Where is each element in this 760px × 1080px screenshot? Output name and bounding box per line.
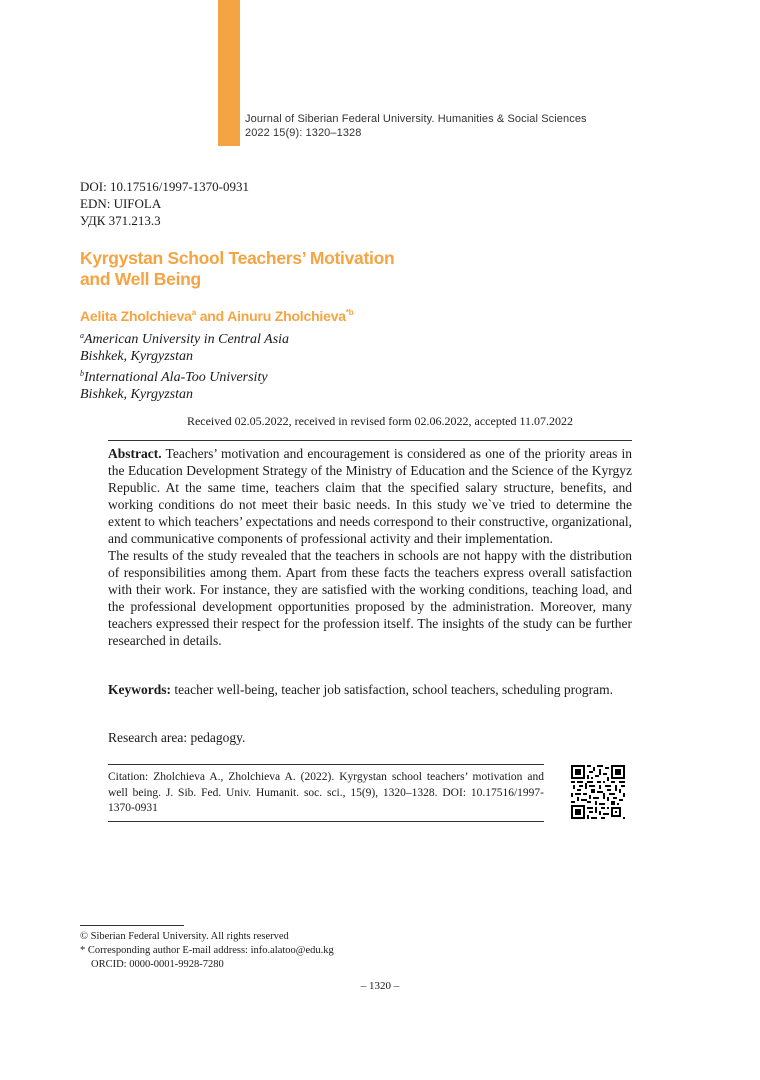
copyright-notice: © Siberian Federal University. All rights reserved [80,931,289,942]
affiliations [80,327,289,403]
affiliation-a-name [80,327,289,348]
journal-accent-bar [218,0,240,146]
citation-top-divider [108,764,544,765]
keywords [108,681,632,698]
doi-line[interactable]: DOI: 10.17516/1997-1370-0931 [80,179,249,194]
page-number: – 1320 – [360,980,400,992]
keywords-label: Keywords: [108,682,171,697]
keywords-text: teacher well-being, teacher job satisfaction, school teachers, scheduling program. [171,682,613,697]
received-dates: Received 02.05.2022, received in revised form 02.06.2022, accepted 11.07.2022 [186,414,574,428]
footnotes [80,930,334,972]
journal-header [245,112,587,140]
journal-volume: 2022 15(9): 1320–1328 [245,127,362,139]
author-2-affiliation-mark: *b [345,308,354,317]
abstract-paragraph-1 [108,445,632,547]
affiliation-b-mark: b [80,369,84,378]
affiliation-b-city: Bishkek, Kyrgyzstan [80,387,194,402]
citation: Citation: Zholchieva A., Zholchieva A. (2022). Kyrgystan school teachers’ motivation and well being. J. Sib. Fed. Univ. Humanit. soc. sci., 15(9), 1320–1328. DOI: 10.17516/1997-1370-0931 [108,771,544,814]
journal-name: Journal of Siberian Federal University. Humanities & Social Sciences [245,113,587,125]
title-line-2: and Well Being [80,269,201,289]
affiliation-a-text: American University in Central Asia [84,332,290,347]
abstract-label: Abstract. [108,446,162,461]
author-1-affiliation-mark: a [191,308,196,317]
orcid: ORCID: 0000-0001-9928-7280 [91,959,224,970]
qr-code-icon[interactable] [571,765,625,819]
author-2: Ainuru Zholchieva [227,308,346,324]
edn-line: EDN: UIFOLA [80,196,162,211]
author-list [80,308,354,324]
title-line-1: Kyrgystan School Teachers’ Motivation [80,248,395,268]
footnote-divider [80,925,184,926]
abstract-top-divider [108,440,632,441]
udk-line: УДК 371.213.3 [80,213,161,228]
affiliation-b-name [80,365,289,386]
author-1: Aelita Zholchieva [80,308,192,324]
abstract-paragraph-2: The results of the study revealed that the teachers in schools are not happy with the distribution of responsibilities among them. Apart from these facts the teachers express overall satisfaction with their work. For instance, they are satisfied with the working conditions, teaching load, and the professional development opportunities proposed by the administration. Moreover, many teachers expressed their respect for the profession itself. The insights of the study can be further researched in details. [108,548,632,648]
citation-bottom-divider [108,821,544,822]
abstract [108,445,632,649]
corresponding-author: * Corresponding author E-mail address: info.alatoo@edu.kg [80,945,334,956]
article-title [80,248,500,290]
affiliation-b-text: International Ala-Too University [84,370,268,385]
research-area: Research area: pedagogy. [108,730,246,745]
article-identifiers [80,178,249,229]
abstract-text-1: Teachers’ motivation and encouragement is considered as one of the priority areas in the Education Development Strategy of the Ministry of Education and the Science of the Kyrgyz Republic. At the same time, teachers claim that the specified salary structure, benefits, and working conditions do not meet their basic needs. In this study we`ve tried to determine the extent to which teachers’ expectations and needs correspond to their constructive, organizational, and communicative components of professional activity and their implementation. [108,446,632,546]
author-connector: and [196,308,228,324]
affiliation-a-city: Bishkek, Kyrgyzstan [80,349,194,364]
affiliation-a-mark: a [80,331,84,340]
